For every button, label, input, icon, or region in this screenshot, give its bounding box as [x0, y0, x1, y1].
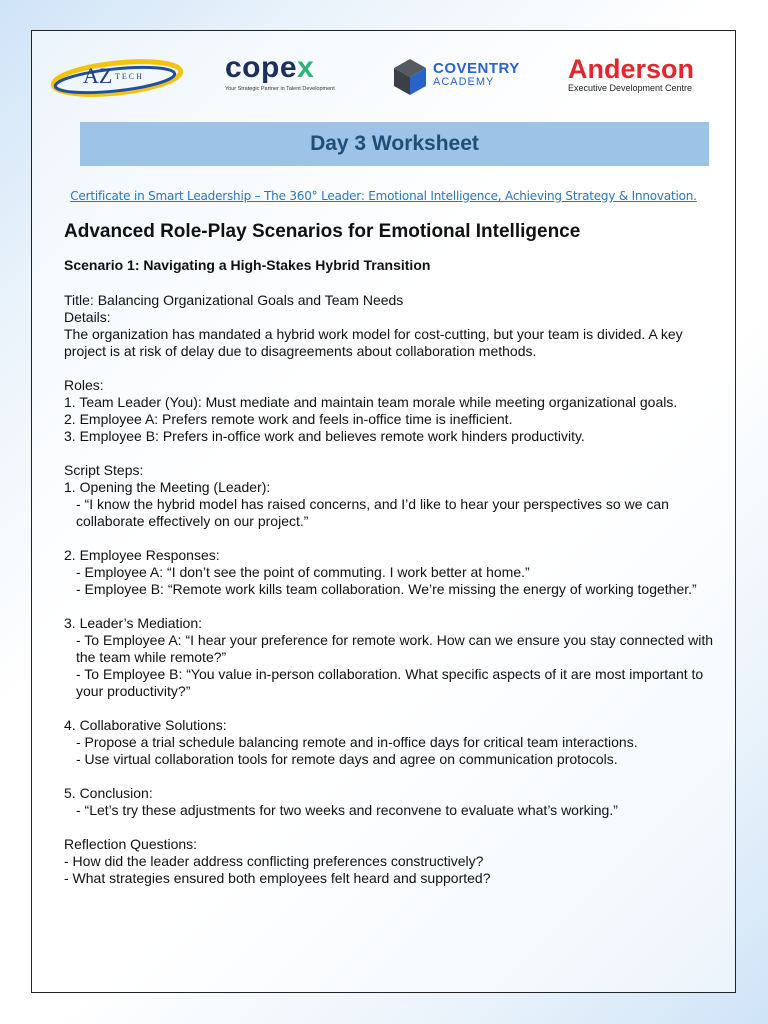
- step-title: 5. Conclusion:: [64, 785, 153, 801]
- role-item: 1. Team Leader (You): Must mediate and maintain team morale while meeting organizational goals.: [64, 394, 678, 410]
- step-title: 4. Collaborative Solutions:: [64, 717, 227, 733]
- page-heading: Advanced Role-Play Scenarios for Emotional Intelligence: [64, 221, 581, 242]
- step-line: - Propose a trial schedule balancing remote and in-office days for critical team interactions.: [76, 734, 638, 750]
- reflection-label: Reflection Questions:: [64, 836, 198, 852]
- copex-x: x: [297, 51, 315, 84]
- worksheet-content: [64, 221, 719, 887]
- details-text: The organization has mandated a hybrid work model for cost-cutting, but your team is divided. A key project is at risk of delay due to disagreements about collaboration methods.: [64, 326, 683, 359]
- step-line: - Use virtual collaboration tools for remote days and agree on communication protocols.: [76, 751, 618, 767]
- worksheet-page: [31, 30, 736, 993]
- step-line: - To Employee A: “I hear your preference for remote work. How can we ensure you stay connected with the team while remote?”: [76, 632, 714, 665]
- reflection-item: - How did the leader address conflicting preferences constructively?: [64, 853, 484, 869]
- copex-logo: [225, 53, 335, 92]
- aztech-logo: [49, 57, 184, 97]
- step-line: - To Employee B: “You value in-person collaboration. What specific aspects of it are most important to your productivity?”: [76, 666, 704, 699]
- anderson-sub: Executive Development Centre: [568, 83, 693, 93]
- aztech-az: AZ: [83, 63, 113, 88]
- step-line: - Employee A: “I don’t see the point of commuting. I work better at home.”: [76, 564, 530, 580]
- aztech-tech: TECH: [115, 72, 144, 81]
- step-title: 3. Leader’s Mediation:: [64, 615, 203, 631]
- anderson-logo: [568, 55, 694, 93]
- anderson-name: Anderson: [568, 54, 695, 84]
- roles-label: Roles:: [64, 377, 104, 393]
- script-label: Script Steps:: [64, 462, 144, 478]
- reflection-item: - What strategies ensured both employees felt heard and supported?: [64, 870, 491, 886]
- step-line: - Employee B: “Remote work kills team collaboration. We’re missing the energy of working together.”: [76, 581, 697, 597]
- step-title: 1. Opening the Meeting (Leader):: [64, 479, 271, 495]
- scenario-heading: Scenario 1: Navigating a High-Stakes Hybrid Transition: [64, 257, 431, 273]
- coventry-cube-icon: [393, 58, 427, 96]
- role-item: 2. Employee A: Prefers remote work and feels in-office time is inefficient.: [64, 411, 513, 427]
- step-title: 2. Employee Responses:: [64, 547, 220, 563]
- role-item: 3. Employee B: Prefers in-office work and believes remote work hinders productivity.: [64, 428, 585, 444]
- scenario-title: Title: Balancing Organizational Goals and Team Needs: [64, 292, 404, 308]
- logo-bar: [32, 31, 735, 121]
- copex-tagline: Your Strategic Partner in Talent Development: [225, 86, 335, 92]
- certificate-link[interactable]: Certificate in Smart Leadership – The 360° Leader: Emotional Intelligence, Achieving Strategy & Innovation.: [70, 189, 697, 203]
- step-line: - “I know the hybrid model has raised concerns, and I’d like to hear your perspectives so we can collaborate effectively on our project.”: [76, 496, 669, 529]
- step-line: - “Let’s try these adjustments for two weeks and reconvene to evaluate what’s working.”: [76, 802, 618, 818]
- coventry-sub: ACADEMY: [433, 76, 495, 88]
- details-label: Details:: [64, 309, 111, 325]
- coventry-name: COVENTRY: [433, 60, 520, 77]
- worksheet-banner: Day 3 Worksheet: [80, 122, 709, 166]
- copex-word: cope: [225, 51, 298, 84]
